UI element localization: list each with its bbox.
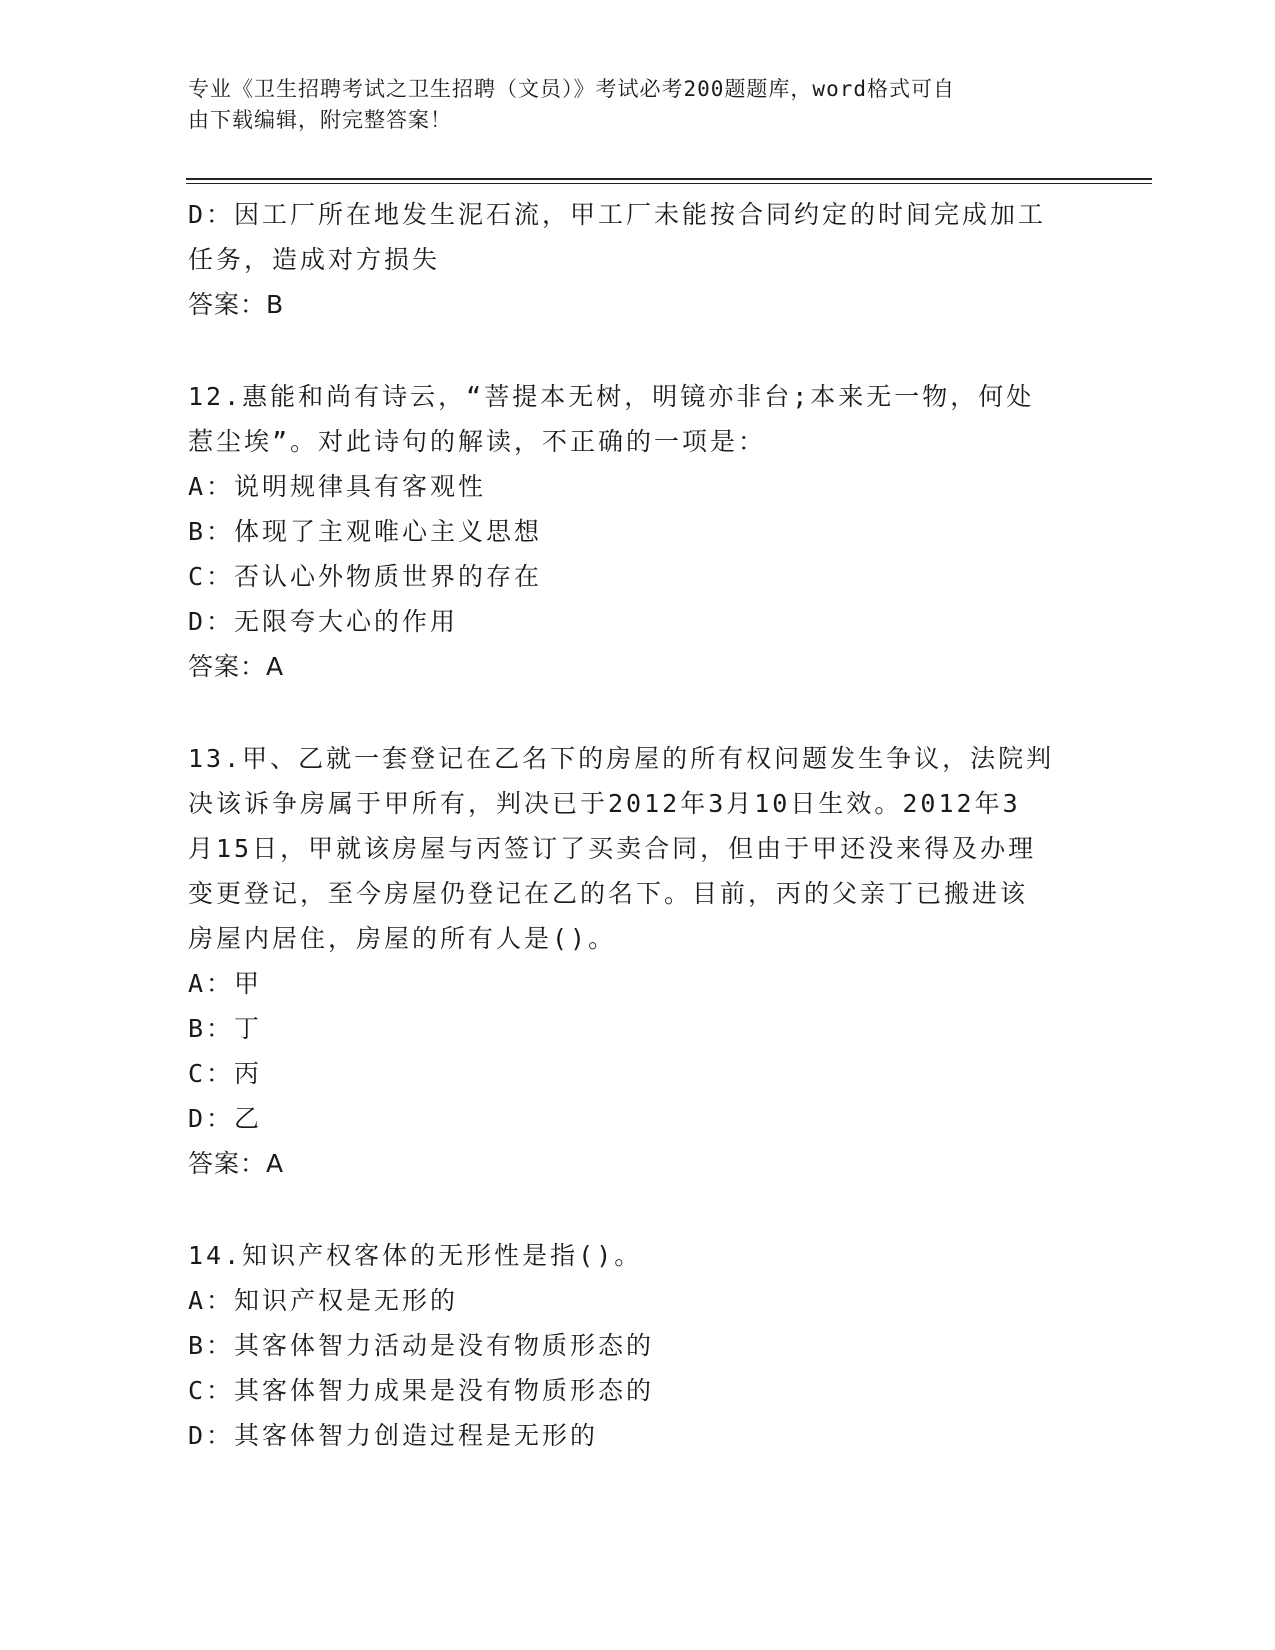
option-d: D：其客体智力创造过程是无形的	[188, 1421, 599, 1450]
option-b: B：丁	[188, 1014, 263, 1043]
answer-line: 答案：B	[188, 290, 285, 319]
header-rule-thick	[186, 178, 1152, 180]
question-12	[188, 374, 1088, 689]
question-stem-line: 变更登记，至今房屋仍登记在乙的名下。目前，丙的父亲丁已搬进该	[188, 879, 1029, 908]
question-stem-line: 房屋内居住，房屋的所有人是()。	[188, 924, 617, 953]
header-rule-thin	[186, 183, 1152, 184]
question-stem-line: 13.甲、乙就一套登记在乙名下的房屋的所有权问题发生争议，法院判	[188, 744, 1055, 773]
option-d: D：无限夸大心的作用	[188, 607, 459, 636]
option-b: B：体现了主观唯心主义思想	[188, 517, 543, 546]
option-b: B：其客体智力活动是没有物质形态的	[188, 1331, 655, 1360]
option-a: A：说明规律具有客观性	[188, 472, 487, 501]
question-stem-line: 惹尘埃”。对此诗句的解读，不正确的一项是：	[188, 427, 767, 456]
question-stem-line: 14.知识产权客体的无形性是指()。	[188, 1241, 643, 1270]
answer-line: 答案：A	[188, 652, 285, 681]
option-a: A：甲	[188, 969, 263, 998]
option-d-line-2: 任务，造成对方损失	[188, 245, 441, 274]
question-stem-line: 月15日，甲就该房屋与丙签订了买卖合同，但由于甲还没来得及办理	[188, 834, 1037, 863]
prev-question-block	[188, 192, 1088, 327]
option-c: C：否认心外物质世界的存在	[188, 562, 543, 591]
question-13	[188, 736, 1088, 1186]
header-line-1: 专业《卫生招聘考试之卫生招聘（文员）》考试必考200题题库，word格式可自	[188, 77, 955, 101]
question-stem-line: 决该诉争房属于甲所有，判决已于2012年3月10日生效。2012年3	[188, 789, 1021, 818]
document-header	[188, 74, 1068, 136]
spacer	[188, 689, 1088, 736]
question-stem-line: 12.惠能和尚有诗云，“菩提本无树，明镜亦非台;本来无一物，何处	[188, 382, 1035, 411]
question-14	[188, 1233, 1088, 1458]
spacer	[188, 1186, 1088, 1233]
answer-line: 答案：A	[188, 1149, 285, 1178]
option-d-line-1: D：因工厂所在地发生泥石流，甲工厂未能按合同约定的时间完成加工	[188, 200, 1047, 229]
spacer	[188, 327, 1088, 374]
question-content	[188, 192, 1088, 1458]
option-c: C：其客体智力成果是没有物质形态的	[188, 1376, 655, 1405]
option-a: A：知识产权是无形的	[188, 1286, 459, 1315]
option-d: D：乙	[188, 1104, 263, 1133]
header-line-2: 由下载编辑，附完整答案！	[188, 108, 452, 132]
option-c: C：丙	[188, 1059, 263, 1088]
